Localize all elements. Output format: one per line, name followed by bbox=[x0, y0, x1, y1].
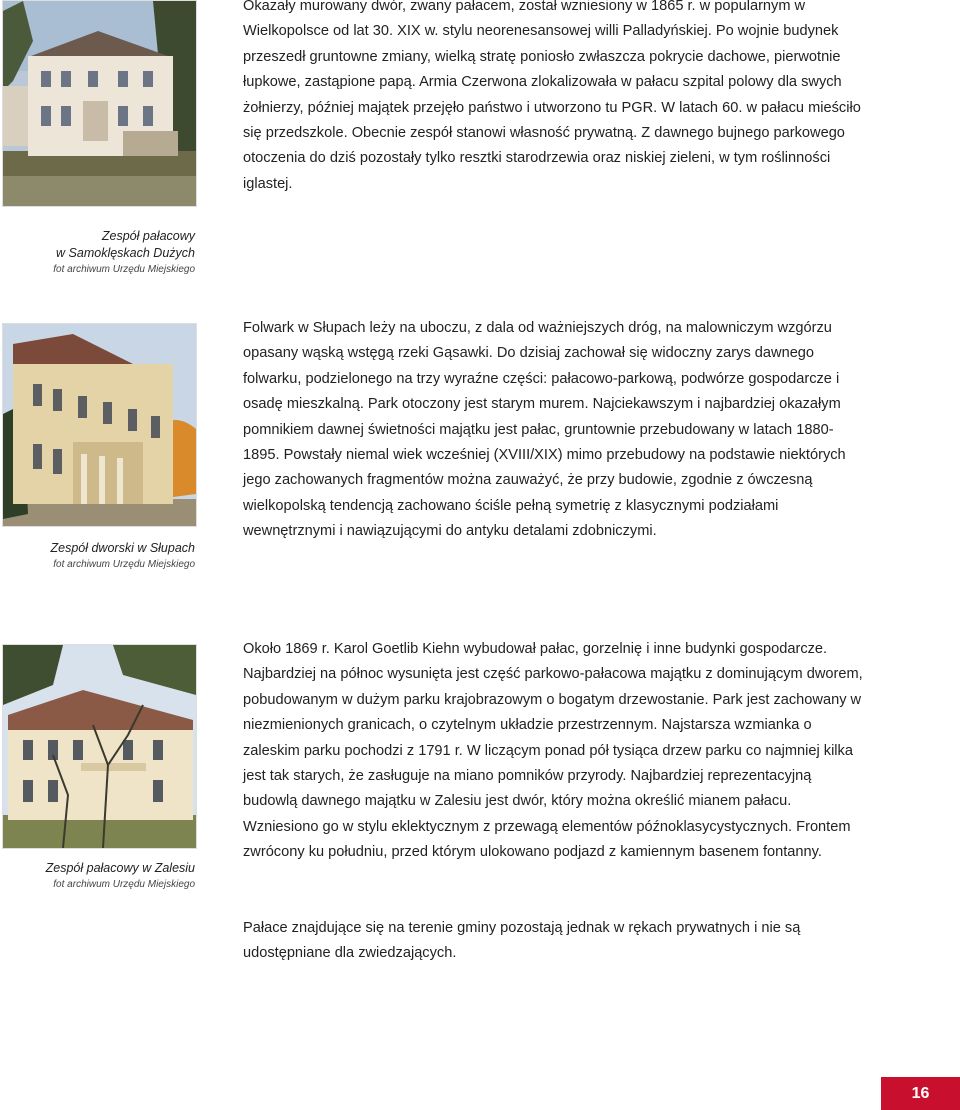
photo-credit: fot archiwum Urzędu Miejskiego bbox=[53, 879, 195, 890]
photo-credit: fot archiwum Urzędu Miejskiego bbox=[53, 559, 195, 570]
page-number-badge bbox=[881, 1077, 960, 1110]
paragraph: Okazały murowany dwór, zwany pałacem, został wzniesiony w 1865 r. w popularnym w Wielkopolsce od lat 30. XIX w. stylu neorenesansowej willi Palladyńskiej. Po wojnie budynek przeszedł gruntowne zmiany, wielką stratę poniosło zwłaszcza pokrycie dachowe, pierwotnie łupkowe, zastąpione papą. Armia Czerwona zlokalizowała w pałacu szpital polowy dla swych żołnierzy, później majątek przejęło państwo i utworzono tu PGR. W latach 60. w pałacu mieściło się przedszkole. Obecnie zespół stanowi własność prywatną. Z dawnego bujnego parkowego otoczenia do dziś pozostały tylko resztki starodrzewia oraz niskiej zieleni, w tym roślinności iglastej. bbox=[243, 0, 861, 192]
photo-samokleski bbox=[2, 0, 197, 207]
caption-samokleski bbox=[2, 228, 195, 277]
photo-slupy bbox=[2, 323, 197, 527]
paragraph: Około 1869 r. Karol Goetlib Kiehn wybudował pałac, gorzelnię i inne budynki gospodarcze. Najbardziej na północ wysunięta jest część parkowo-pałacowa majątku z dominującym dworem, pobudowanym w dużym parku krajobrazowym o bogatym drzewostanie. Park jest zachowany w niezmienionych granicach, o czytelnym układzie przestrzennym. Najstarsza wzmianka o zaleskim parku pochodzi z 1791 r. W liczącym ponad pół tysiąca drzew parku co najmniej kilka jest tak starych, że zasługuje na miano pomników przyrody. Najbardziej reprezentacyjną budowlą dawnego majątku w Zalesiu jest dwór, który można określić mianem pałacu. Wzniesiono go w stylu eklektycznym z przewagą elementów późnoklasycystycznych. Frontem zwrócony ku południu, przed którym ulokowano podjazd z kamiennym basenem fontanny. bbox=[243, 641, 863, 861]
paragraph: Folwark w Słupach leży na uboczu, z dala od ważniejszych dróg, na malowniczym wzgórzu opasany wąską wstęgą rzeki Gąsawki. Do dzisiaj zachował się widoczny zarys dawnego folwarku, podzielonego na trzy wyraźne części: pałacowo-parkową, podwórze gospodarcze i osadę mieszkalną. Park otoczony jest starym murem. Najciekawszym i najbardziej okazałym pomnikiem dawnej świetności majątku jest pałac, gruntownie przebudowany w latach 1880-1895. Powstały niemal wiek wcześniej (XVIII/XIX) mimo przebudowy na podstawie niektórych jego zachowanych fragmentów można zauważyć, że przy budowie, zgodnie z ówczesną wielkopolską tendencją zachowano ściśle pełną symetrię z klasycznymi podziałami wewnętrznymi i nawiązującymi do antyku detalami zdobniczymi. bbox=[243, 320, 846, 540]
page-number: 16 bbox=[911, 1084, 930, 1102]
caption-title-line: Zespół dworski w Słupach bbox=[50, 541, 195, 555]
manor-photo-zalesie bbox=[3, 645, 196, 848]
paragraph: Pałace znajdujące się na terenie gminy pozostają jednak w rękach prywatnych i nie są udostępniane dla zwiedzających. bbox=[243, 920, 801, 962]
text-slupy bbox=[243, 316, 863, 545]
manor-photo-slupy bbox=[3, 324, 196, 526]
text-closing bbox=[243, 916, 863, 967]
photo-credit: fot archiwum Urzędu Miejskiego bbox=[53, 264, 195, 275]
caption-title-line: Zespół pałacowy w Zalesiu bbox=[45, 861, 195, 875]
manor-photo-samokleski bbox=[3, 1, 196, 206]
photo-zalesie bbox=[2, 644, 197, 849]
text-zalesie bbox=[243, 637, 863, 866]
caption-title-line: Zespół pałacowy bbox=[101, 229, 195, 243]
text-samokleski bbox=[243, 0, 863, 197]
caption-zalesie bbox=[2, 860, 195, 892]
caption-slupy bbox=[2, 540, 195, 572]
caption-title-line: w Samoklęskach Dużych bbox=[56, 246, 195, 260]
